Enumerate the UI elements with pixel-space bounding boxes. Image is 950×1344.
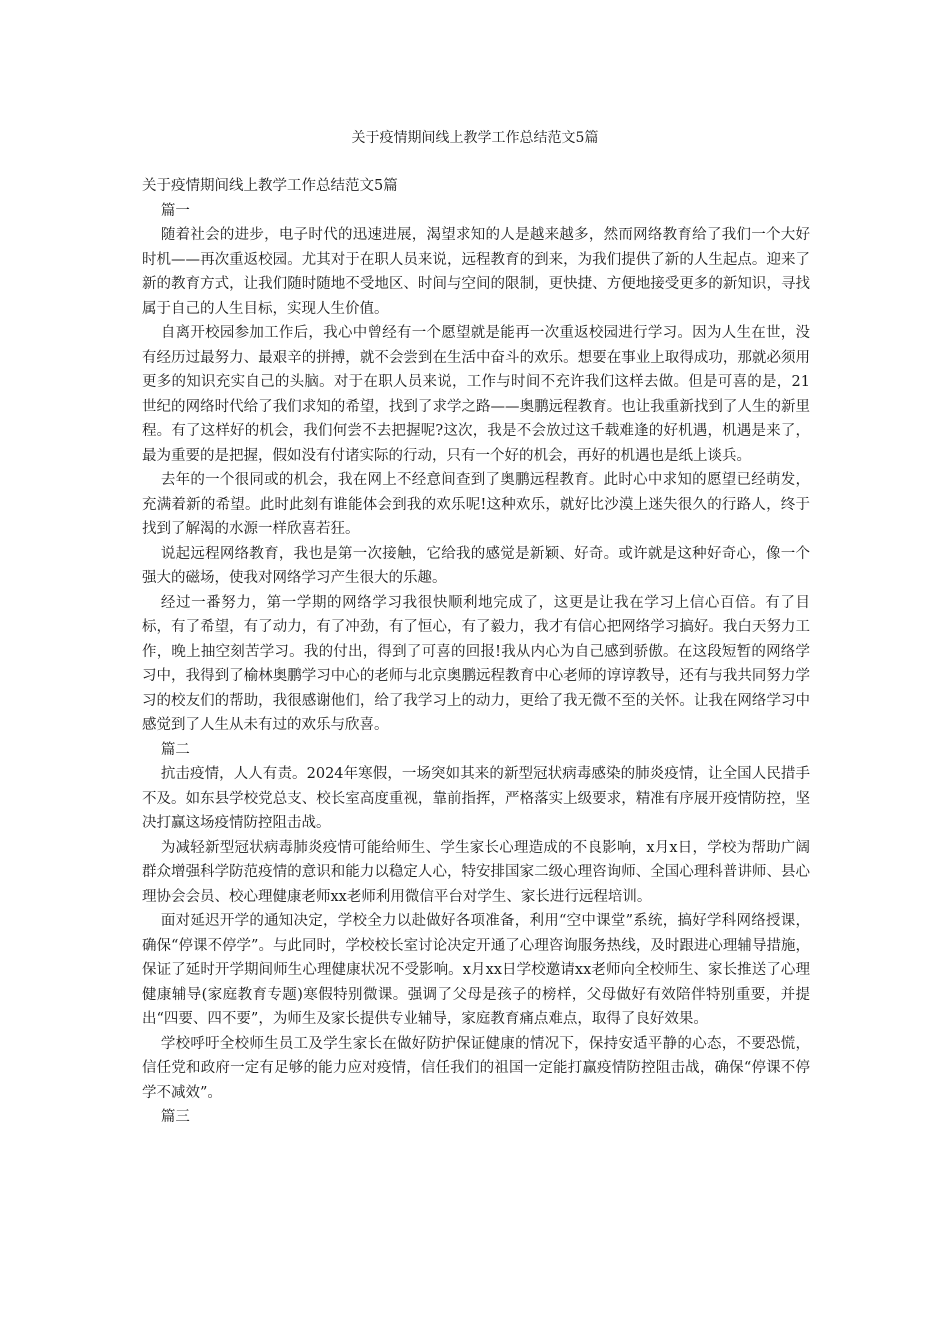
paragraph: 为减轻新型冠状病毒肺炎疫情可能给师生、学生家长心理造成的不良影响，x月x日，学校为帮助广阔群众增强科学防范疫情的意识和能力以稳定人心，特安排国家二级心理咨询师、全国心理科普讲师、县心理协会会员、校心理健康老师xx老师利用微信平台对学生、家长进行远程培训。 [142,839,810,905]
section-heading-1: 篇一 [160,202,190,219]
document-body [142,174,810,1130]
paragraph: 随着社会的进步，电子时代的迅速进展，渴望求知的人是越来越多，然而网络教育给了我们一个大好时机——再次重返校园。尤其对于在职人员来说，远程教育的到来，为我们提供了新的人生起点。迎来了新的教育方式，让我们随时随地不受地区、时间与空间的限制，更快捷、方便地接受更多的新知识，寻找属于自己的人生目标，实现人生价值。 [142,227,810,317]
paragraph: 去年的一个很同或的机会，我在网上不经意间查到了奥鹏远程教育。此时心中求知的愿望已经萌发，充满着新的希望。此时此刻有谁能体会到我的欢乐呢!这种欢乐，就好比沙漠上迷失很久的行路人，终于找到了解渴的水源一样欣喜若狂。 [142,472,810,537]
section-heading-3: 篇三 [160,1109,190,1125]
section-heading-2: 篇二 [160,741,190,758]
paragraph: 学校呼吁全校师生员工及学生家长在做好防护保证健康的情况下，保持安适平静的心态，不要恐慌，信任党和政府一定有足够的能力应对疫情，信任我们的祖国一定能打赢疫情防控阻击战，确保“停课不停学不减效”。 [142,1035,810,1101]
paragraph: 经过一番努力，第一学期的网络学习我很快顺利地完成了，这更是让我在学习上信心百倍。有了目标，有了希望，有了动力，有了冲劲，有了恒心，有了毅力，我才有信心把网络学习搞好。我白天努力工作，晚上抽空刻苦学习。我的付出，得到了可喜的回报!我从内心为自己感到骄傲。在这段短暂的网络学习中，我得到了榆林奥鹏学习中心的老师与北京奥鹏远程教育中心老师的谆谆教导，还有与我共同努力学习的校友们的帮助，我很感谢他们，给了我学习上的动力，更给了我无微不至的关怀。让我在网络学习中感觉到了人生从未有过的欢乐与欣喜。 [142,594,810,733]
document-subtitle: 关于疫情期间线上教学工作总结范文5篇 [142,178,398,194]
paragraph: 面对延迟开学的通知决定，学校全力以赴做好各项准备，利用“空中课堂”系统，搞好学科网络授课，确保“停课不停学”。与此同时，学校校长室讨论决定开通了心理咨询服务热线，及时跟进心理辅导措施，保证了延时开学期间师生心理健康状况不受影响。x月xx日学校邀请xx老师向全校师生、家长推送了心理健康辅导(家庭教育专题)寒假特别微课。强调了父母是孩子的榜样，父母做好有效陪伴特别重要，并提出“四要、四不要”，为师生及家长提供专业辅导，家庭教育痛点难点，取得了良好效果。 [142,913,810,1027]
paragraph: 说起远程网络教育，我也是第一次接触，它给我的感觉是新颖、好奇。或许就是这种好奇心，像一个强大的磁场，使我对网络学习产生很大的乐趣。 [142,545,810,586]
paragraph: 抗击疫情，人人有责。2024年寒假，一场突如其来的新型冠状病毒感染的肺炎疫情，让全国人民措手不及。如东县学校党总支、校长室高度重视，靠前指挥，严格落实上级要求，精准有序展开疫情防控，坚决打赢这场疫情防控阻击战。 [142,766,810,831]
page-title: 关于疫情期间线上教学工作总结范文5篇 [351,130,599,146]
paragraph: 自离开校园参加工作后，我心中曾经有一个愿望就是能再一次重返校园进行学习。因为人生在世，没有经历过最努力、最艰辛的拼搏，就不会尝到在生活中奋斗的欢乐。想要在事业上取得成功，那就必须用更多的知识充实自己的头脑。对于在职人员来说，工作与时间不充许我们这样去做。但是可喜的是，21世纪的网络时代给了我们求知的希望，找到了求学之路——奥鹏远程教育。也让我重新找到了人生的新里程。有了这样好的机会，我们何尝不去把握呢?这次，我是不会放过这千载难逢的好机遇，机遇是来了，最为重要的是把握，假如没有付诸实际的行动，只有一个好的机会，再好的机遇也是纸上谈兵。 [142,325,810,464]
